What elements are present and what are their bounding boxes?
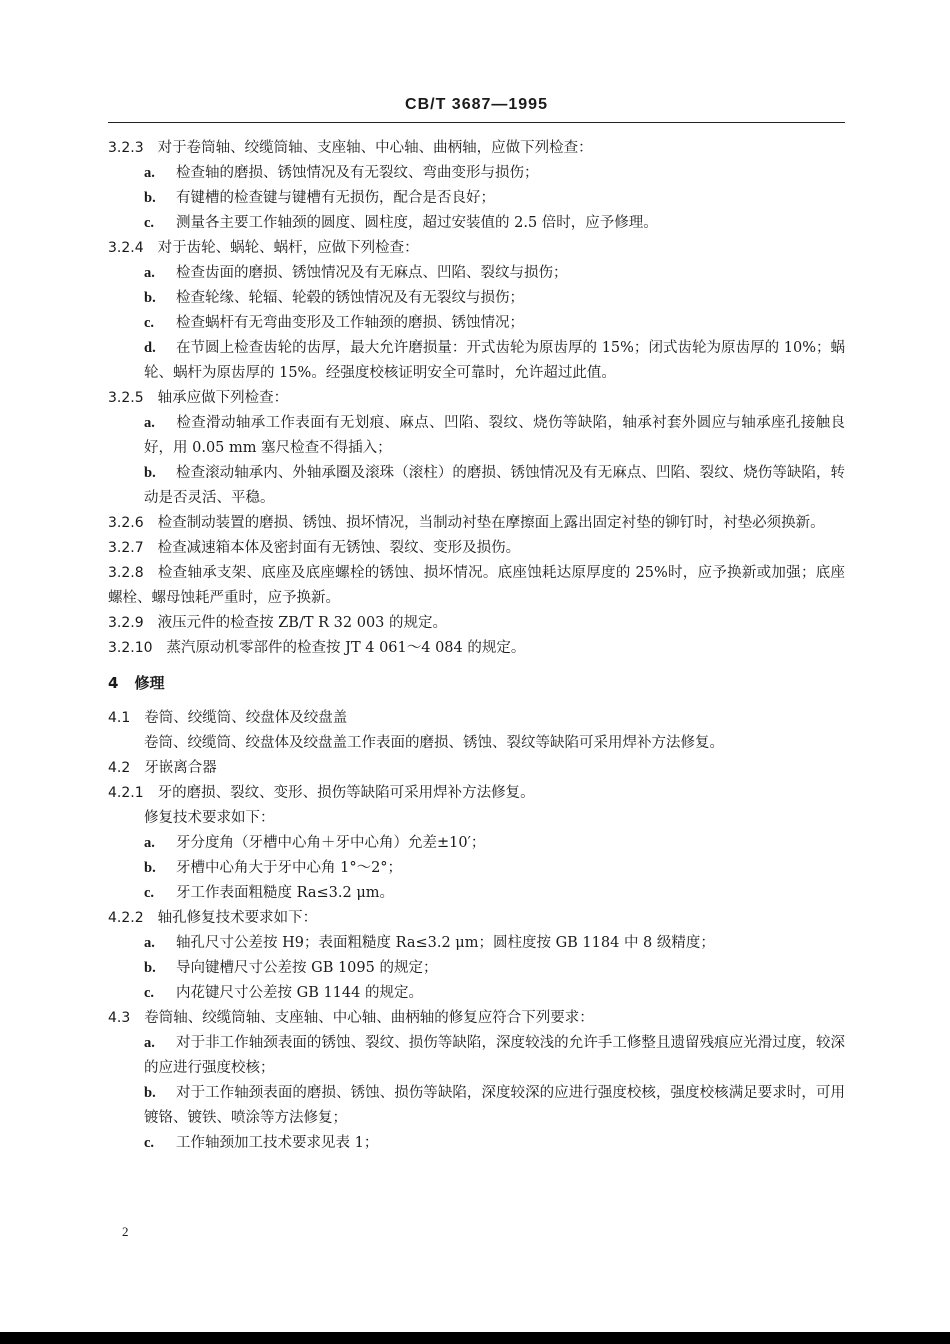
list-item-label: b. [144,465,156,481]
list-item-text: 轴孔尺寸公差按 H9；表面粗糙度 Ra≤3.2 μm；圆柱度按 GB 1184 中 8 级精度； [176,935,715,951]
list-item-label: b. [144,290,156,306]
list-item [108,161,845,186]
section-heading [108,671,845,696]
clause-number: 4.2.1 [108,785,144,801]
clause-number: 4.2 [108,760,131,776]
list-item-text: 牙槽中心角大于牙中心角 1°～2°； [176,860,403,876]
clause-text: 检查减速箱本体及密封面有无锈蚀、裂纹、变形及损伤。 [157,540,521,556]
list-item [108,831,845,856]
list-item-label: b. [144,860,156,876]
list-item-label: a. [144,265,155,281]
clause-number: 3.2.4 [108,240,144,256]
list-item-text: 工作轴颈加工技术要求见表 1； [176,1135,379,1151]
clause-text: 对于卷筒轴、绞缆筒轴、支座轴、中心轴、曲柄轴，应做下列检查： [157,140,593,156]
clause [108,906,845,931]
clause [108,136,845,161]
clause-text: 检查轴承支架、底座及底座螺栓的锈蚀、损坏情况。底座蚀耗达原厚度的 25%时，应予换新或加强；底座螺栓、螺母蚀耗严重时，应予换新。 [108,565,845,606]
clause-text: 蒸汽原动机零部件的检查按 JT 4 061～4 084 的规定。 [166,640,526,656]
list-item-label: a. [144,935,155,951]
list-item-label: c. [144,215,155,231]
list-item-text: 对于工作轴颈表面的磨损、锈蚀、损伤等缺陷，深度较深的应进行强度校核，强度校核满足要求时，可用镀铬、镀铁、喷涂等方法修复； [144,1085,845,1126]
clause-text: 轴孔修复技术要求如下： [157,910,318,926]
clause-number: 3.2.3 [108,140,144,156]
list-item-label: d. [144,340,156,356]
list-item-label: a. [144,835,155,851]
list-item [108,286,845,311]
clause-text: 轴承应做下列检查： [157,390,289,406]
clause-number: 3.2.8 [108,565,144,581]
list-item-text: 检查齿面的磨损、锈蚀情况及有无麻点、凹陷、裂纹与损伤； [176,265,568,281]
clause-number: 3.2.10 [108,640,153,656]
list-item-label: a. [144,165,155,181]
page-number: 2 [122,1224,129,1239]
list-item-text: 检查滑动轴承工作表面有无划痕、麻点、凹陷、裂纹、烧伤等缺陷，轴承衬套外圆应与轴承座孔接触良好，用 0.05 mm 塞尺检查不得插入； [144,415,845,456]
header-rule [108,122,845,123]
section-number: 4 [108,674,119,692]
section-title: 修理 [134,674,165,692]
list-item [108,411,845,461]
clause-number: 4.2.2 [108,910,144,926]
clause-number: 3.2.6 [108,515,144,531]
list-item-label: a. [144,1035,155,1051]
list-item [108,956,845,981]
list-item-text: 对于非工作轴颈表面的锈蚀、裂纹、损伤等缺陷，深度较浅的允许手工修整且遗留残痕应光滑过度，较深的应进行强度校核； [144,1035,845,1076]
paragraph [108,731,845,756]
clause-number: 3.2.9 [108,615,144,631]
scan-border [0,1332,950,1344]
list-item-label: a. [144,415,155,431]
clause [108,1006,845,1031]
clause-text: 卷筒轴、绞缆筒轴、支座轴、中心轴、曲柄轴的修复应符合下列要求： [144,1010,594,1026]
clause-number: 3.2.5 [108,390,144,406]
clause-text: 牙嵌离合器 [144,760,217,776]
list-item-text: 内花键尺寸公差按 GB 1144 的规定。 [176,985,423,1001]
clause [108,636,845,661]
list-item-text: 检查轮缘、轮辐、轮毂的锈蚀情况及有无裂纹与损伤； [176,290,524,306]
list-item [108,931,845,956]
list-item-text: 导向键槽尺寸公差按 GB 1095 的规定； [176,960,438,976]
clause-text: 检查制动装置的磨损、锈蚀、损坏情况，当制动衬垫在摩擦面上露出固定衬垫的铆钉时，衬垫必须换新。 [157,515,825,531]
list-item [108,1081,845,1131]
list-item [108,856,845,881]
clause [108,756,845,781]
list-item-label: c. [144,885,155,901]
list-item [108,311,845,336]
list-item-text: 检查滚动轴承内、外轴承圈及滚珠（滚柱）的磨损、锈蚀情况及有无麻点、凹陷、裂纹、烧伤等缺陷，转动是否灵活、平稳。 [144,465,845,506]
list-item-text: 牙分度角（牙槽中心角＋牙中心角）允差±10′； [176,835,486,851]
clause [108,561,845,611]
list-item [108,1131,845,1156]
clause [108,236,845,261]
list-item [108,211,845,236]
list-item [108,461,845,511]
list-item-label: b. [144,1085,156,1101]
clause [108,781,845,806]
list-item-text: 测量各主要工作轴颈的圆度、圆柱度，超过安装值的 2.5 倍时，应予修理。 [176,215,658,231]
list-item-label: c. [144,315,155,331]
document-body [108,136,845,1156]
standard-code-header: CB/T 3687—1995 [405,96,548,113]
list-item [108,881,845,906]
clause [108,706,845,731]
clause [108,611,845,636]
list-item-label: c. [144,1135,155,1151]
clause [108,511,845,536]
list-item [108,336,845,386]
list-item-text: 检查轴的磨损、锈蚀情况及有无裂纹、弯曲变形与损伤； [176,165,539,181]
list-item-label: b. [144,960,156,976]
clause-text: 对于齿轮、蜗轮、蜗杆，应做下列检查： [157,240,419,256]
clause-number: 4.1 [108,710,131,726]
list-item [108,1031,845,1081]
clause-text: 牙的磨损、裂纹、变形、损伤等缺陷可采用焊补方法修复。 [157,785,535,801]
clause-text: 液压元件的检查按 ZB/T R 32 003 的规定。 [157,615,448,631]
list-item [108,261,845,286]
paragraph-text: 修复技术要求如下： [144,810,275,826]
list-item-text: 牙工作表面粗糙度 Ra≤3.2 μm。 [176,885,394,901]
list-item-label: b. [144,190,156,206]
list-item [108,981,845,1006]
list-item-text: 有键槽的检查键与键槽有无损伤，配合是否良好； [176,190,495,206]
clause-number: 4.3 [108,1010,131,1026]
clause [108,386,845,411]
clause [108,536,845,561]
paragraph [108,806,845,831]
list-item-text: 在节圆上检查齿轮的齿厚，最大允许磨损量：开式齿轮为原齿厚的 15%；闭式齿轮为原齿厚的 10%；蜗轮、蜗杆为原齿厚的 15%。经强度校核证明安全可靠时，允许超过此值。 [144,340,845,381]
list-item [108,186,845,211]
list-item-text: 检查蜗杆有无弯曲变形及工作轴颈的磨损、锈蚀情况； [176,315,524,331]
clause-number: 3.2.7 [108,540,144,556]
clause-text: 卷筒、绞缆筒、绞盘体及绞盘盖 [144,710,348,726]
paragraph-text: 卷筒、绞缆筒、绞盘体及绞盘盖工作表面的磨损、锈蚀、裂纹等缺陷可采用焊补方法修复。 [144,735,724,751]
list-item-label: c. [144,985,155,1001]
